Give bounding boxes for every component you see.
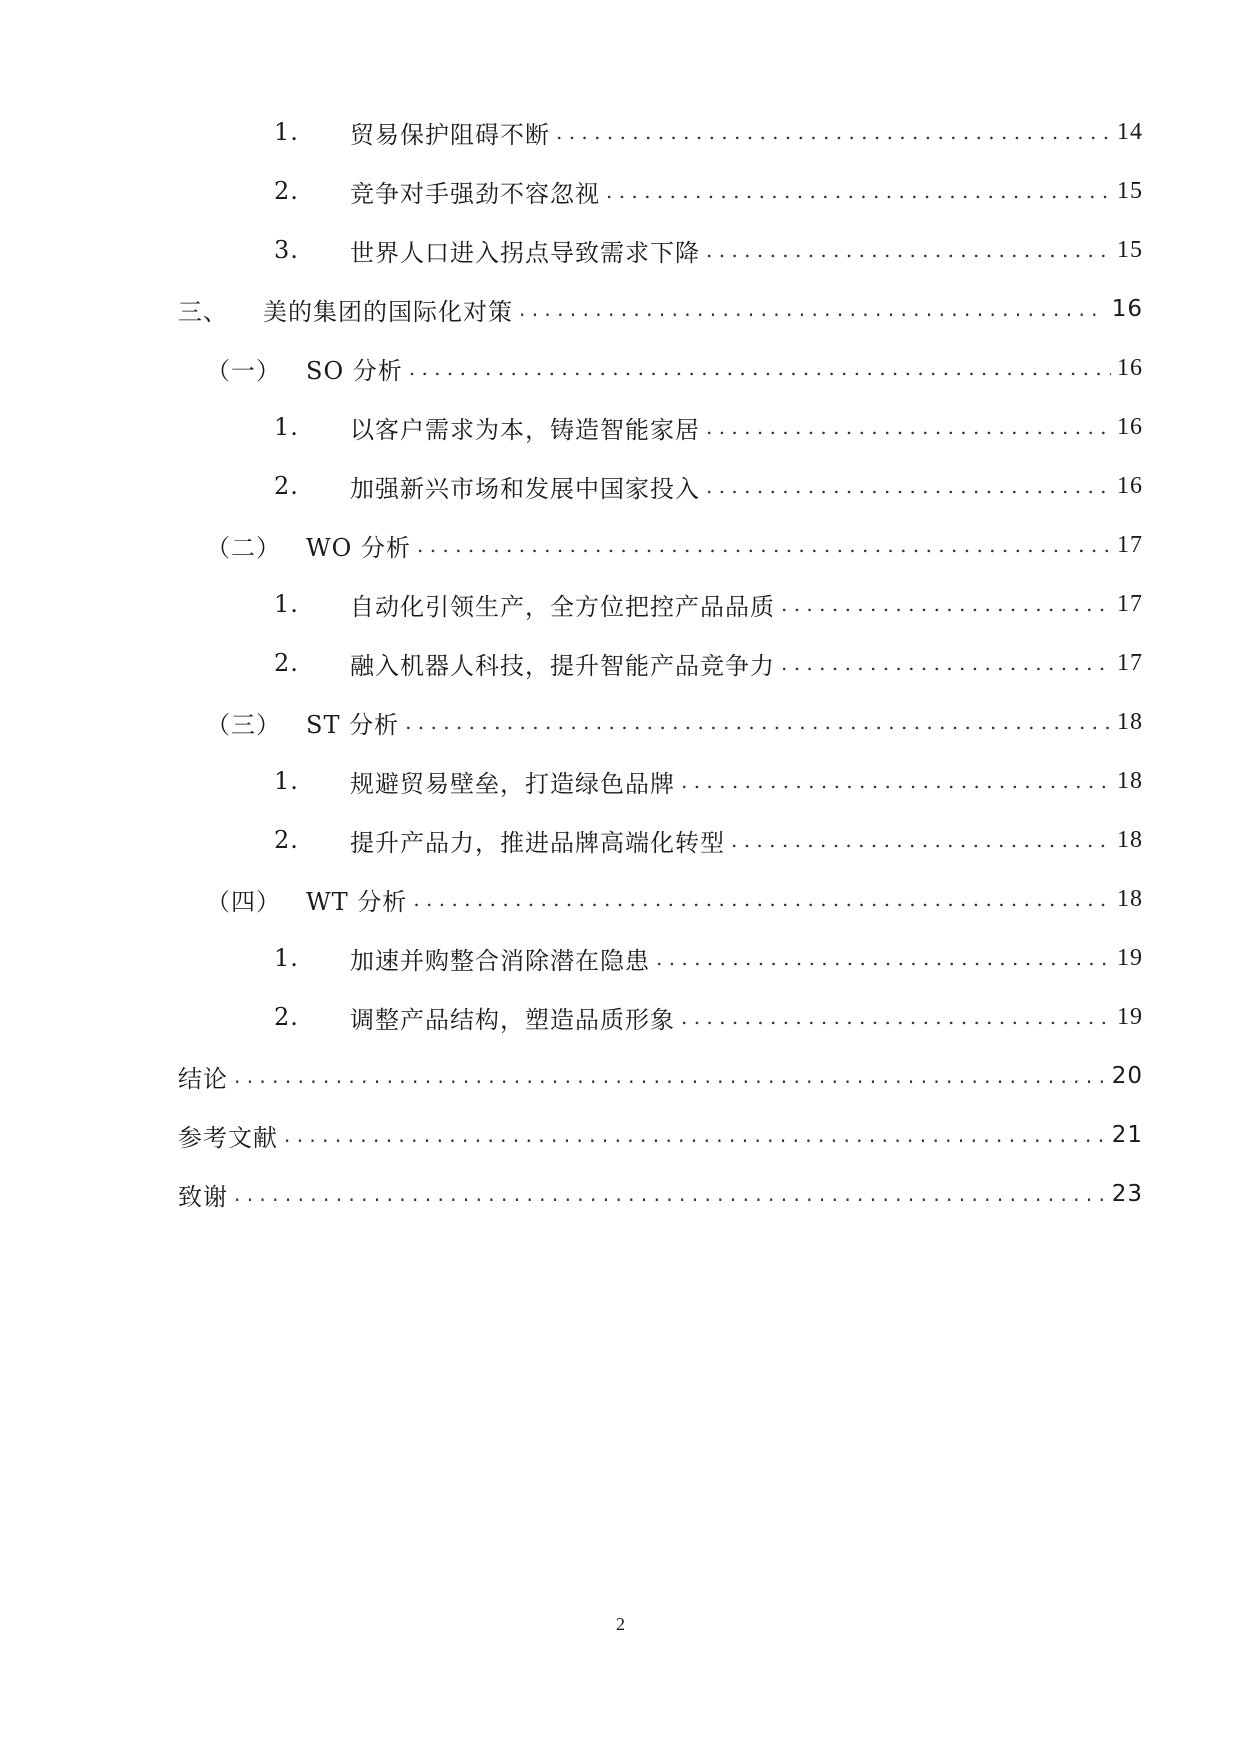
toc-number: （一） [206,356,281,385]
dot-leader [606,171,1111,211]
toc-number: 1. [274,767,299,795]
toc-page-number: 16 [1117,413,1143,440]
dot-leader [681,761,1111,801]
dot-leader [706,466,1111,506]
toc-page-number: 23 [1111,1181,1143,1207]
toc-entry[interactable] [178,289,1143,329]
toc-page-number: 18 [1117,885,1143,912]
toc-number: 3. [274,236,299,264]
toc-title: 自动化引领生产，全方位把控产品品质 [350,592,775,621]
toc-page-number: 14 [1117,118,1143,145]
toc-title: 竞争对手强劲不容忽视 [350,179,600,208]
toc-entry[interactable] [178,1115,1143,1155]
toc-title: WO 分析 [306,533,411,562]
toc-title: 加强新兴市场和发展中国家投入 [350,474,700,503]
toc-page-number: 17 [1117,590,1143,617]
toc-entry[interactable] [274,112,1143,152]
toc-title: 规避贸易壁垒，打造绿色品牌 [350,769,675,798]
toc-number: 1. [274,944,299,972]
toc-number: 2. [274,649,299,677]
toc-page-number: 21 [1111,1122,1143,1148]
toc-page-number: 18 [1117,708,1143,735]
toc-title: 致谢 [178,1182,228,1211]
toc-number: 1. [274,118,299,146]
toc-entry[interactable] [274,584,1143,624]
toc-number: （二） [206,533,281,562]
toc-page-number: 18 [1117,767,1143,794]
toc-page-number: 17 [1117,531,1143,558]
dot-leader [417,525,1111,565]
toc-title: 融入机器人科技，提升智能产品竞争力 [350,651,775,680]
toc-entry[interactable] [274,407,1143,447]
dot-leader [731,820,1111,860]
dot-leader [656,938,1111,978]
toc-number: 2. [274,1003,299,1031]
toc-title: SO 分析 [306,356,403,385]
toc-page-number: 19 [1117,944,1143,971]
dot-leader [413,879,1111,919]
toc-entry[interactable] [274,643,1143,683]
toc-number: 三、 [178,297,228,326]
dot-leader [781,643,1111,683]
toc-title: 调整产品结构，塑造品质形象 [350,1005,675,1034]
dot-leader [234,1174,1106,1214]
toc-title: 加速并购整合消除潜在隐患 [350,946,650,975]
toc-page-number: 16 [1111,296,1143,322]
page-footer-number: 2 [616,1614,625,1634]
toc-number: 1. [274,590,299,618]
toc-entry[interactable] [274,997,1143,1037]
toc-title: 结论 [178,1064,228,1093]
dot-leader [405,702,1111,742]
dot-leader [681,997,1111,1037]
toc-entry[interactable] [274,820,1143,860]
toc-page-number: 18 [1117,826,1143,853]
toc-title: WT 分析 [306,887,408,916]
dot-leader [556,112,1111,152]
toc-title: 贸易保护阻碍不断 [350,120,550,149]
toc-title: ST 分析 [306,710,400,739]
toc-number: 2. [274,826,299,854]
dot-leader [706,230,1111,270]
toc-entry[interactable] [274,938,1143,978]
toc-page-number: 19 [1117,1003,1143,1030]
toc-entry[interactable] [178,1174,1143,1214]
dot-leader [409,348,1111,388]
toc-number: 2. [274,177,299,205]
dot-leader [284,1115,1106,1155]
toc-number: 1. [274,413,299,441]
toc-entry[interactable] [206,879,1143,919]
toc-entry[interactable] [274,466,1143,506]
toc-entry[interactable] [274,171,1143,211]
toc-title: 参考文献 [178,1123,278,1152]
dot-leader [234,1056,1106,1096]
toc-page-number: 16 [1117,354,1143,381]
toc-entry[interactable] [206,525,1143,565]
toc-title: 世界人口进入拐点导致需求下降 [350,238,700,267]
toc-entry[interactable] [206,702,1143,742]
toc-page-number: 15 [1117,236,1143,263]
toc-title: 以客户需求为本，铸造智能家居 [350,415,700,444]
toc-number: （三） [206,710,281,739]
toc-title: 提升产品力，推进品牌高端化转型 [350,828,725,857]
dot-leader [706,407,1111,447]
toc-page-number: 15 [1117,177,1143,204]
toc-number: 2. [274,472,299,500]
toc-entry[interactable] [178,1056,1143,1096]
toc-page-number: 16 [1117,472,1143,499]
toc-title: 美的集团的国际化对策 [263,297,513,326]
toc-page-number: 20 [1111,1063,1143,1089]
dot-leader [781,584,1111,624]
toc-entry[interactable] [274,761,1143,801]
toc-number: （四） [206,887,281,916]
dot-leader [519,289,1106,329]
toc-page-number: 17 [1117,649,1143,676]
toc-entry[interactable] [206,348,1143,388]
toc-entry[interactable] [274,230,1143,270]
